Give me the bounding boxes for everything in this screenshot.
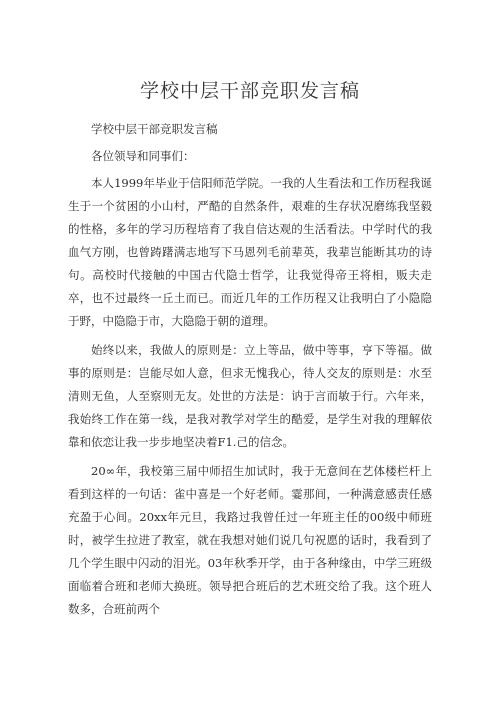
document-body	[68, 118, 432, 627]
paragraph-subtitle: 学校中层干部竞职发言稿	[91, 122, 218, 136]
paragraph-principles: 始终以来，我做人的原则是：立上等品，做中等事，亨下等福。做事的原则是：岂能尽如人意，但求无愧我心，待人交友的原则是：水至清则无鱼，人至察则无友。处世的方法是：讷于言而敏于行。六年来，我始终工作在第一线，是我对教学对学生的酷爱，是学生对我的理解依靠和依恋让我一步步地坚决着F1.己的信念。	[68, 343, 432, 449]
paragraph-experience: 20∞年，我校第三届中师招生加试时，我于无意间在艺体楼栏杆上看到这样的一句话：雀中喜是一个好老师。霎那间，一种满意感责任感充盈于心间。20xx年元旦，我路过我曾任过一年班主任的00级中师班时，被学生拉进了教室，就在我想对她们说几句祝愿的话时，我看到了几个学生眼中闪动的泪光。03年秋季开学，由于各种缘由，中学三班级面临着合班和老师大换班。领导把合班后的艺术班交给了我。这个班人数多，合班前两个	[68, 464, 432, 616]
document-title: 学校中层干部竞职发言稿	[139, 80, 360, 102]
paragraph-salutation: 各位领导和同事们：	[91, 149, 195, 163]
paragraph-background: 本人1999年毕业于信阳师范学院。一我的人生看法和工作历程我诞生于一个贫困的小山村，严酷的自然条件，艰难的生存状况磨练我坚毅的性格，多年的学习历程培育了我自信达观的生活看法。中学时代的我血气方刚，也曾踌躇满志地写下马恩列毛前辈英，我辈岂能断其功的诗句。高校时代接触的中国古代隐士哲学，让我觉得帝王将相，贩夫走卒，也不过最终一丘土而已。而近几年的工作历程又让我明白了小隐隐于野，中隐隐于市，大隐隐于朝的道理。	[68, 176, 432, 328]
